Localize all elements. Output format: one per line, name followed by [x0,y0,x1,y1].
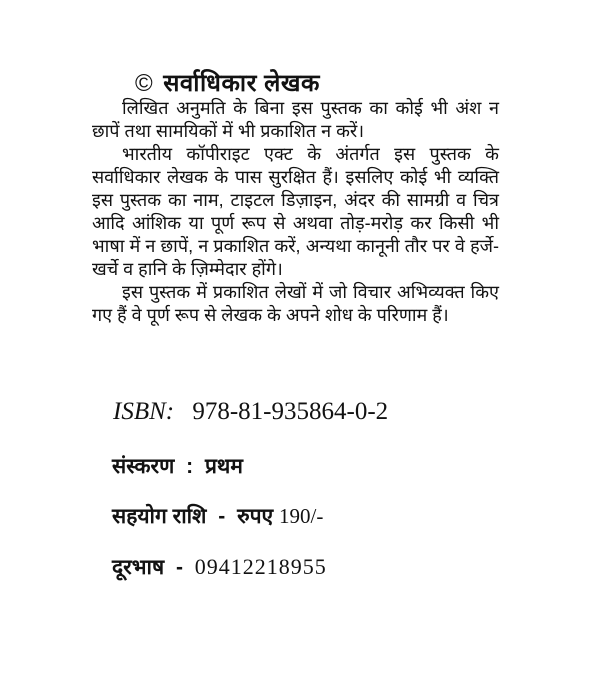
paragraph-permission: लिखित अनुमति के बिना इस पुस्तक का कोई भी अंश न छापें तथा सामयिकों में भी प्रकाशित न करें। [92,98,499,141]
phone-separator: - [175,556,183,579]
copyright-heading [135,66,320,99]
edition-value: प्रथम [204,455,243,478]
price-currency-word: रुपए [237,505,274,528]
price-line [112,502,323,530]
paragraph-copyright-act: भारतीय कॉपीराइट एक्ट के अंतर्गत इस पुस्तक के सर्वाधिकार लेखक के पास सुरक्षित हैं। इसलिए कोई भी व्यक्ति इस पुस्तक का नाम, टाइटल डिज़ाइन, अंदर की सामग्री व चित्र आदि आंशिक या पूर्ण रूप से अथवा तोड़-मरोड़ कर किसी भी भाषा में न छापें, न प्रकाशित करें, अन्यथा कानूनी तौर पर वे हर्जे-खर्चे व हानि के ज़िम्मेदार होंगे। [92,144,499,279]
isbn-value: 978-81-935864-0-2 [192,398,389,425]
copyright-heading-text: सर्वाधिकार लेखक [163,70,320,97]
edition-separator: : [186,455,194,478]
phone-line [112,553,327,581]
phone-number: 09412218955 [194,554,327,579]
isbn-line [113,398,388,426]
paragraph-author-views: इस पुस्तक में प्रकाशित लेखों में जो विचार अभिव्यक्त किए गए हैं वे पूर्ण रूप से लेखक के अपने शोध के परिणाम हैं। [92,282,499,325]
price-amount: 190/- [279,504,324,528]
copyright-symbol-icon: © [135,70,154,97]
legal-notice-block [92,97,499,327]
isbn-label: ISBN: [113,398,175,425]
edition-label: संस्करण [112,455,175,478]
edition-line [112,452,243,480]
price-separator: - [218,505,226,528]
phone-label: दूरभाष [112,556,165,579]
price-label: सहयोग राशि [112,505,207,528]
